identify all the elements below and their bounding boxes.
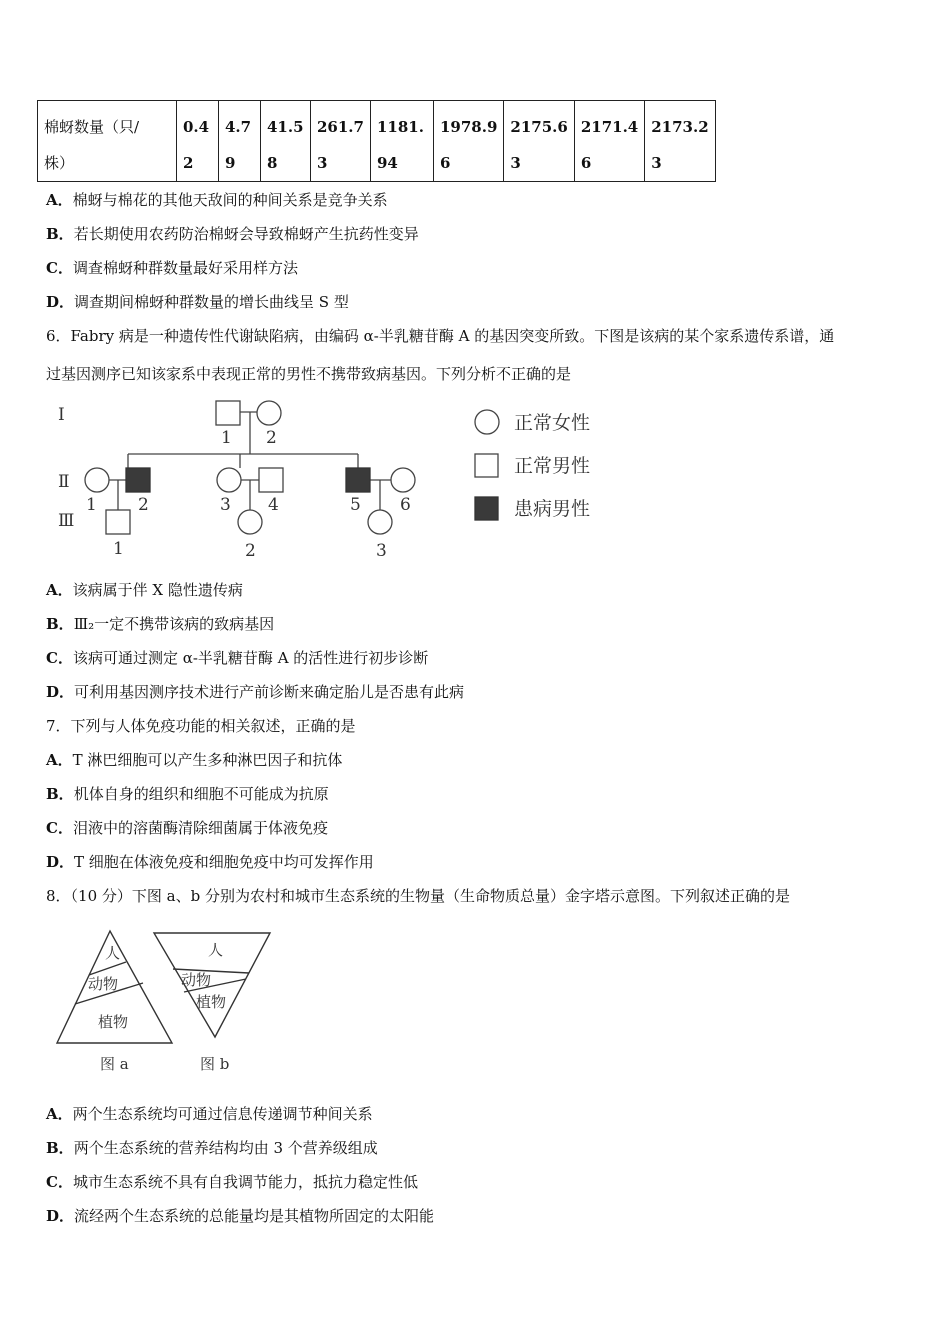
- q6-option-c: C．该病可通过测定 α-半乳糖苷酶 A 的活性进行初步诊断: [46, 649, 429, 667]
- individual-number: 5: [350, 495, 361, 515]
- individual-number: 6: [400, 495, 411, 515]
- q7-option-b: B．机体自身的组织和细胞不可能成为抗原: [46, 785, 329, 803]
- generation-label: Ⅲ: [58, 511, 75, 531]
- generation-label: Ⅰ: [58, 405, 65, 425]
- pyramid-a-label: 植物: [98, 1013, 129, 1031]
- pyramid-b-label: 植物: [196, 993, 227, 1011]
- normal-female-symbol: [391, 468, 415, 492]
- individual-number: 1: [113, 539, 124, 559]
- individual-number: 3: [376, 541, 387, 561]
- q8-stem: 8．（10 分）下图 a、b 分别为农村和城市生态系统的生物量（生命物质总量）金字塔示意图。下列叙述正确的是: [46, 887, 790, 905]
- table-cell: 0.4 2: [177, 101, 219, 182]
- table-header-cell: 棉蚜数量（只/ 株）: [38, 101, 177, 182]
- aphid-count-table: [37, 100, 716, 182]
- individual-number: 1: [86, 495, 97, 515]
- q5-option-a: A．棉蚜与棉花的其他天敌间的种间关系是竞争关系: [46, 191, 388, 209]
- normal-female-symbol: [257, 401, 281, 425]
- individual-number: 2: [138, 495, 149, 515]
- affected-male-symbol: [346, 468, 370, 492]
- legend-normal-male-icon: [475, 454, 498, 477]
- normal-female-symbol: [238, 510, 262, 534]
- generation-label: Ⅱ: [58, 472, 70, 492]
- figure-caption: 图 b: [200, 1055, 230, 1073]
- q8-option-c: C．城市生态系统不具有自我调节能力，抵抗力稳定性低: [46, 1173, 418, 1191]
- table-cell: 4.7 9: [219, 101, 261, 182]
- legend-normal-female-icon: [475, 410, 499, 434]
- biomass-pyramids: [50, 925, 280, 1085]
- figure-caption: 图 a: [100, 1055, 129, 1073]
- table-cell: 2173.2 3: [645, 101, 715, 182]
- individual-number: 4: [268, 495, 279, 515]
- q5-option-b: B．若长期使用农药防治棉蚜会导致棉蚜产生抗药性变异: [46, 225, 419, 243]
- normal-female-symbol: [368, 510, 392, 534]
- pyramid-a-label: 动物: [88, 975, 119, 993]
- q8-option-a: A．两个生态系统均可通过信息传递调节种间关系: [46, 1105, 373, 1123]
- legend-label: 正常女性: [514, 412, 591, 434]
- q5-option-c: C．调查棉蚜种群数量最好采用样方法: [46, 259, 298, 277]
- pyramid-a-label: 人: [105, 944, 121, 962]
- table-row: [38, 101, 716, 182]
- legend-label: 患病男性: [514, 498, 591, 520]
- pyramid-b-label: 动物: [181, 971, 212, 989]
- q8-option-b: B．两个生态系统的营养结构均由 3 个营养级组成: [46, 1139, 378, 1157]
- q7-option-a: A．T 淋巴细胞可以产生多种淋巴因子和抗体: [46, 751, 343, 769]
- normal-male-symbol: [106, 510, 130, 534]
- normal-male-symbol: [216, 401, 240, 425]
- individual-number: 3: [220, 495, 231, 515]
- legend-label: 正常男性: [514, 455, 591, 477]
- q7-option-c: C．泪液中的溶菌酶清除细菌属于体液免疫: [46, 819, 328, 837]
- q6-stem-line-1: 6．Fabry 病是一种遗传性代谢缺陷病，由编码 α-半乳糖苷酶 A 的基因突变所致。下图是该病的某个家系遗传系谱，通: [46, 327, 835, 345]
- individual-number: 2: [245, 541, 256, 561]
- q6-stem-line-2: 过基因测序已知该家系中表现正常的男性不携带致病基因。下列分析不正确的是: [46, 365, 572, 383]
- normal-male-symbol: [259, 468, 283, 492]
- pyramid-b-label: 人: [208, 941, 224, 959]
- q8-option-d: D．流经两个生态系统的总能量均是其植物所固定的太阳能: [46, 1207, 435, 1225]
- individual-number: 2: [266, 428, 277, 448]
- q6-option-a: A．该病属于伴 X 隐性遗传病: [46, 581, 243, 599]
- table-cell: 1181. 94: [370, 101, 433, 182]
- legend-affected-male-icon: [475, 497, 498, 520]
- table-cell: 2175.6 3: [504, 101, 574, 182]
- q6-option-b: B．Ⅲ₂一定不携带该病的致病基因: [46, 615, 275, 633]
- q5-option-d: D．调查期间棉蚜种群数量的增长曲线呈 S 型: [46, 293, 349, 311]
- q7-stem: 7．下列与人体免疫功能的相关叙述，正确的是: [46, 717, 356, 735]
- table-cell: 2171.4 6: [574, 101, 644, 182]
- individual-number: 1: [221, 428, 232, 448]
- normal-female-symbol: [217, 468, 241, 492]
- pedigree-chart: [40, 392, 620, 567]
- affected-male-symbol: [126, 468, 150, 492]
- table-cell: 261.7 3: [311, 101, 371, 182]
- table-cell: 1978.9 6: [433, 101, 503, 182]
- q6-option-d: D．可利用基因测序技术进行产前诊断来确定胎儿是否患有此病: [46, 683, 465, 701]
- normal-female-symbol: [85, 468, 109, 492]
- q7-option-d: D．T 细胞在体液免疫和细胞免疫中均可发挥作用: [46, 853, 374, 871]
- table-cell: 41.5 8: [261, 101, 311, 182]
